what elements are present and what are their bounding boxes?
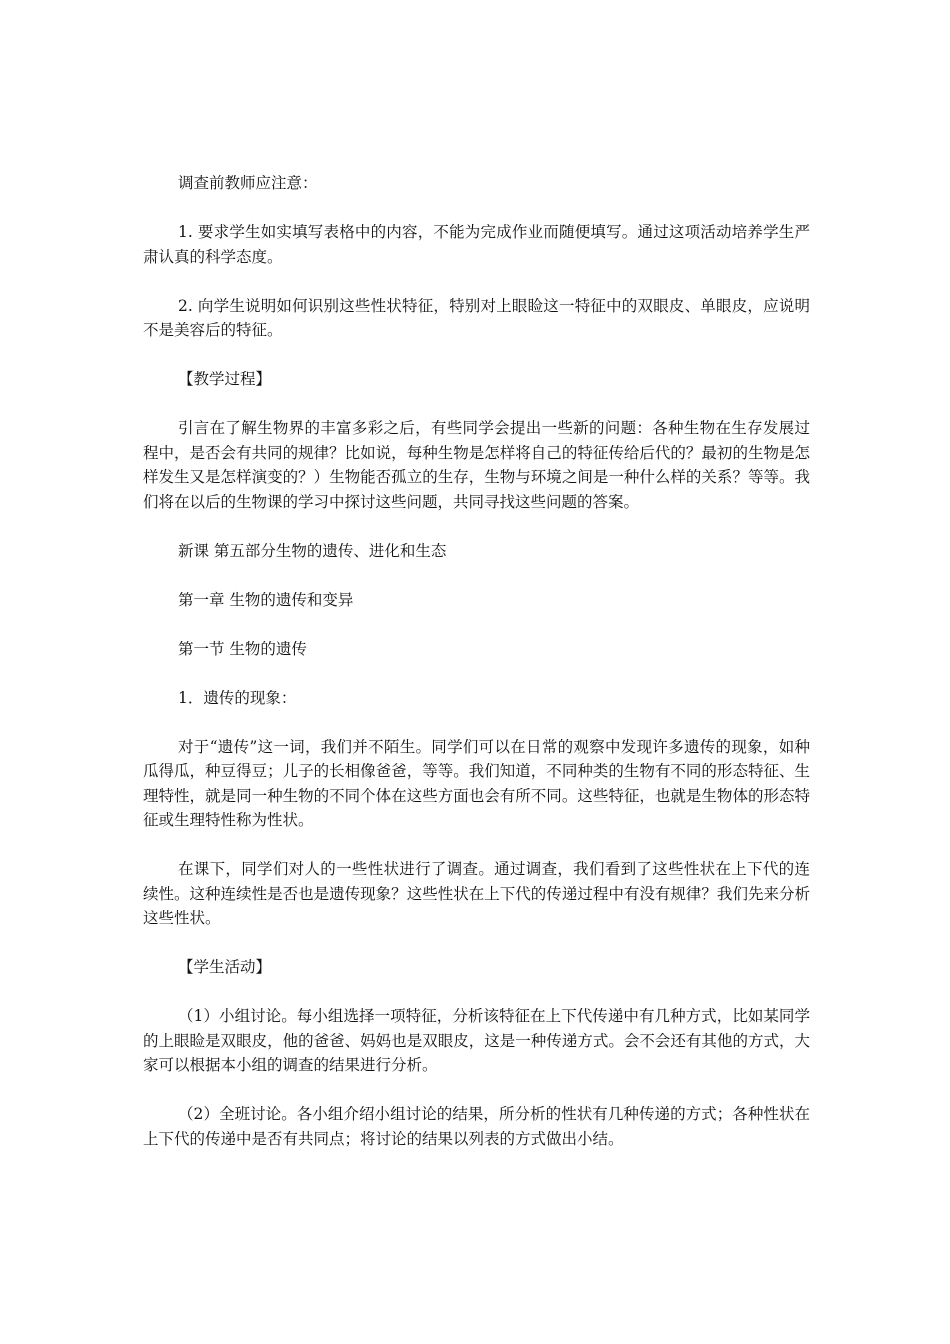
section-heading-teaching-process: 【教学过程】 bbox=[178, 370, 272, 388]
survey-paragraph: 在课下，同学们对人的一些性状进行了调查。通过调查，我们看到了这些性状在上下代的连续性。这种连续性是否也是遗传现象？这些性状在上下代的传递过程中有没有规律？我们先来分析这些性状。 bbox=[143, 860, 810, 927]
note-item-2: 2. 向学生说明如何识别这些性状特征，特别对上眼睑这一特征中的双眼皮、单眼皮，应说明不是美容后的特征。 bbox=[143, 296, 810, 339]
heredity-paragraph: 对于“遗传”这一词，我们并不陌生。同学们可以在日常的观察中发现许多遗传的现象，如种瓜得瓜，种豆得豆；儿子的长相像爸爸，等等。我们知道，不同种类的生物有不同的形态特征、生理特性，就是同一种生物的不同个体在这些方面也会有所不同。这些特征，也就是生物体的形态特征或生理特性称为性状。 bbox=[143, 737, 810, 829]
intro-paragraph: 引言在了解生物界的丰富多彩之后，有些同学会提出一些新的问题：各种生物在生存发展过程中，是否会有共同的规律？比如说，每种生物是怎样将自己的特征传给后代的？最初的生物是怎样发生又是怎样演变的？）生物能否孤立的生存，生物与环境之间是一种什么样的关系？等等。我们将在以后的生物课的学习中探讨这些问题，共同寻找这些问题的答案。 bbox=[143, 419, 810, 511]
note-heading: 调查前教师应注意： bbox=[178, 174, 318, 192]
document-body bbox=[143, 171, 810, 1176]
section-heading-student-activity: 【学生活动】 bbox=[178, 958, 272, 976]
section-title: 第一节 生物的遗传 bbox=[178, 639, 307, 658]
activity-item-1: （1）小组讨论。每小组选择一项特征，分析该特征在上下代传递中有几种方式，比如某同学的上眼睑是双眼皮，他的爸爸、妈妈也是双眼皮，这是一种传递方式。会不会还有其他的方式，大家可以根据本小组的调查的结果进行分析。 bbox=[143, 1007, 810, 1074]
part-title: 新课 第五部分生物的遗传、进化和生态 bbox=[178, 541, 447, 560]
subsection-title: 1．遗传的现象： bbox=[178, 688, 297, 707]
note-item-1: 1. 要求学生如实填写表格中的内容，不能为完成作业而随便填写。通过这项活动培养学生严肃认真的科学态度。 bbox=[143, 223, 810, 266]
chapter-title: 第一章 生物的遗传和变异 bbox=[178, 590, 354, 609]
activity-item-2: （2）全班讨论。各小组介绍小组讨论的结果，所分析的性状有几种传递的方式；各种性状在上下代的传递中是否有共同点；将讨论的结果以列表的方式做出小结。 bbox=[143, 1105, 810, 1148]
